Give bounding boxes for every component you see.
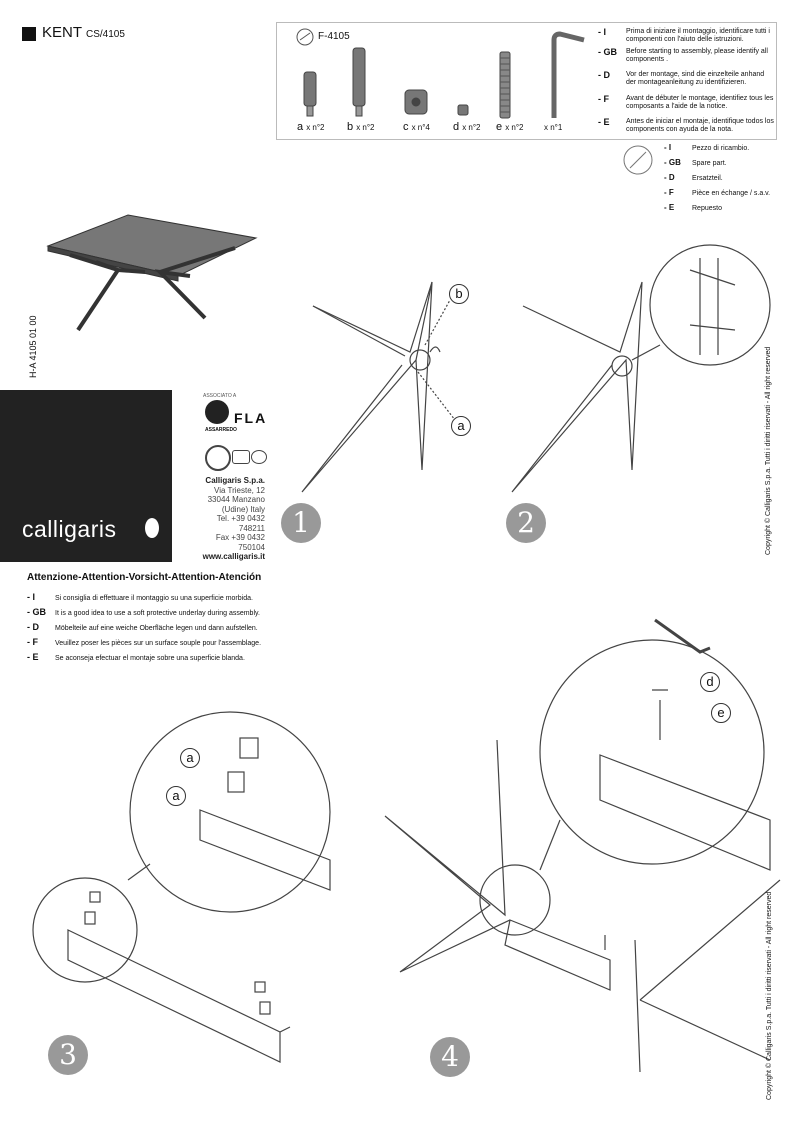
callout-a-lower: a bbox=[166, 786, 186, 806]
part-b-icon bbox=[353, 48, 365, 116]
step-1: 1 bbox=[281, 503, 321, 543]
attention-it: - I Si consiglia di effettuare il montaggio su una superficie morbida. bbox=[27, 592, 253, 602]
step1-base bbox=[302, 282, 455, 492]
instruction-fr: - F Avant de débuter le montage, identifiez tous les composants a l'aide de la notice. bbox=[598, 94, 774, 110]
cert-badge-icon bbox=[205, 445, 231, 471]
part-b-label: b x n°2 bbox=[347, 121, 375, 133]
company-info: Calligaris S.p.a. Via Trieste, 12 33044 Manzano (Udine) Italy Tel. +39 0432 748211 Fax +39 0432 750104 www.calligaris.it bbox=[202, 476, 265, 561]
quality-badge-icon bbox=[251, 450, 267, 464]
part-c-icon bbox=[405, 90, 427, 114]
attention-fr: - F Veuillez poser les pièces sur un surface souple pour l'assemblage. bbox=[27, 637, 262, 647]
product-code: CS/4105 bbox=[86, 29, 125, 40]
callout-b: b bbox=[449, 284, 469, 304]
kit-code: F-4105 bbox=[318, 31, 350, 42]
kit-icon bbox=[297, 29, 313, 45]
copyright-top: Copyright © Calligaris S.p.a. Tutti i diritti riservati - All right reserved bbox=[765, 346, 772, 555]
callout-e: e bbox=[711, 703, 731, 723]
step2-base bbox=[512, 245, 770, 492]
association-label: ASSOCIATO A bbox=[203, 393, 237, 399]
callout-a-upper: a bbox=[180, 748, 200, 768]
iso-badge-icon bbox=[232, 450, 250, 464]
instruction-de: - D Vor der montage, sind die einzelteile anhand der montageanleitung zu identifizieren. bbox=[598, 70, 765, 86]
part-c-label: c x n°4 bbox=[403, 121, 430, 133]
fla-logo-icon bbox=[205, 400, 229, 424]
spare-es: - E Repuesto bbox=[664, 203, 722, 212]
attention-gb: - GB It is a good idea to use a soft protective underlay during assembly. bbox=[27, 607, 260, 617]
product-title: KENT bbox=[42, 24, 83, 41]
part-a-label: a x n°2 bbox=[297, 121, 325, 133]
assarredo-text: ASSARREDO bbox=[205, 427, 237, 433]
brand-logo-icon bbox=[145, 518, 159, 538]
part-d-label: d x n°2 bbox=[453, 121, 481, 133]
instruction-es: - E Antes de iniciar el montaje, identifique todos los components con ayuda de la nota. bbox=[598, 117, 774, 133]
copyright-bottom: Copyright © Calligaris S.p.a. Tutti i diritti riservati - All right reserved bbox=[766, 891, 773, 1100]
spare-gb: - GB Spare part. bbox=[664, 158, 727, 167]
part-a-icon bbox=[304, 72, 316, 116]
instruction-gb: - GB Before starting to assembly, please identify all components . bbox=[598, 47, 768, 63]
callout-a: a bbox=[451, 416, 471, 436]
step-3: 3 bbox=[48, 1035, 88, 1075]
callout-d: d bbox=[700, 672, 720, 692]
allen-key-label: x n°1 bbox=[544, 123, 563, 132]
fla-text: FLA bbox=[234, 410, 268, 426]
part-e-label: e x n°2 bbox=[496, 121, 524, 133]
allen-key-icon bbox=[554, 34, 584, 118]
table-image bbox=[48, 215, 256, 330]
side-code: H-A 4105 01 00 bbox=[28, 315, 38, 378]
spare-de: - D Ersatzteil. bbox=[664, 173, 723, 182]
spare-part-icon bbox=[624, 146, 652, 174]
instruction-it: - I Prima di iniziare il montaggio, identificare tutti i componenti con l'aiuto delle istruzioni. bbox=[598, 27, 770, 43]
part-d-icon bbox=[458, 105, 468, 115]
spare-fr: - F Pièce en échange / s.a.v. bbox=[664, 188, 771, 197]
step-4: 4 bbox=[430, 1037, 470, 1077]
attention-es: - E Se aconseja efectuar el montaje sobre una superficie blanda. bbox=[27, 652, 245, 662]
part-e-icon bbox=[500, 52, 510, 118]
step-2: 2 bbox=[506, 503, 546, 543]
step4-frame bbox=[385, 620, 780, 1072]
spare-it: - I Pezzo di ricambio. bbox=[664, 143, 750, 152]
brand-name: calligaris bbox=[22, 516, 117, 542]
attention-de: - D Möbelteile auf eine weiche Oberfläche legen und dann aufstellen. bbox=[27, 622, 258, 632]
attention-title: Attenzione-Attention-Vorsicht-Attention-Atención bbox=[27, 572, 262, 583]
